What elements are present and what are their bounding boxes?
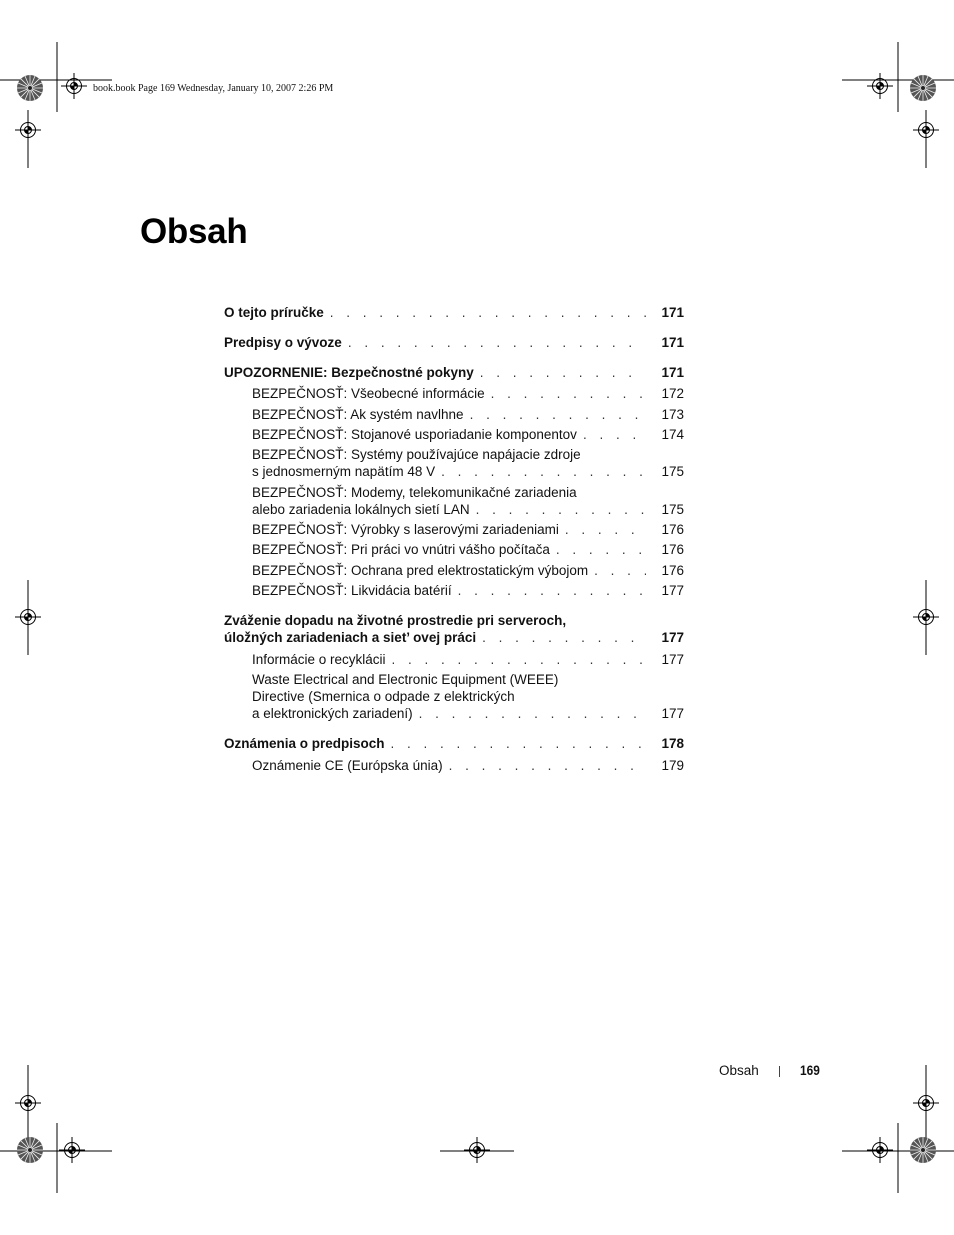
toc-entry[interactable]	[224, 364, 684, 381]
dot-leader	[556, 541, 646, 558]
toc-entry[interactable]	[224, 304, 684, 321]
toc-entry-text: BEZPEČNOSŤ: Výrobky s laserovými zariadeniami	[252, 522, 559, 537]
toc-entry[interactable]	[252, 671, 684, 722]
footer-page-number: 169	[800, 1062, 820, 1078]
registration-mark-icon	[913, 604, 939, 630]
toc-entry-text: BEZPEČNOSŤ: Likvidácia batérií	[252, 583, 452, 598]
toc-page-number: 179	[661, 758, 684, 773]
toc-page-number: 176	[661, 563, 684, 578]
registration-mark-icon	[913, 117, 939, 143]
toc-entry-text: BEZPEČNOSŤ: Ochrana pred elektrostatickým výbojom	[252, 563, 589, 578]
star-target-icon	[910, 75, 936, 101]
toc-page-number: 176	[661, 542, 684, 557]
dot-leader	[491, 385, 646, 402]
toc-page-number: 172	[661, 386, 684, 401]
toc-entry[interactable]	[252, 582, 684, 599]
toc-page-number: 175	[661, 502, 684, 517]
toc-entry[interactable]	[252, 446, 684, 480]
toc-entry-text: BEZPEČNOSŤ: Systémy používajúce napájacie zdroje	[252, 447, 581, 462]
toc-page-number: 177	[661, 652, 684, 667]
toc-entry-text: alebo zariadenia lokálnych sietí LAN	[252, 502, 470, 517]
toc-entry-text: BEZPEČNOSŤ: Pri práci vo vnútri vášho počítača	[252, 542, 550, 557]
dot-leader	[392, 651, 646, 668]
registration-mark-icon	[61, 73, 87, 99]
star-target-icon	[910, 1137, 936, 1163]
toc-entry[interactable]	[252, 651, 684, 668]
toc-page-number: 174	[661, 427, 684, 442]
dot-leader	[458, 582, 646, 599]
toc-entry[interactable]	[252, 757, 684, 774]
toc-entry-text: Waste Electrical and Electronic Equipment (WEEE)	[252, 672, 559, 687]
toc-entry-text: Oznámenie CE (Európska únia)	[252, 758, 443, 773]
toc-entry-text: UPOZORNENIE: Bezpečnostné pokyny	[224, 365, 474, 380]
registration-mark-icon	[15, 1090, 41, 1116]
toc-entry[interactable]	[252, 385, 684, 402]
toc-entry-text: Predpisy o vývoze	[224, 335, 342, 350]
toc-page-number: 177	[661, 630, 684, 645]
toc-page-number: 171	[661, 335, 684, 350]
toc-entry-text: BEZPEČNOSŤ: Ak systém navlhne	[252, 407, 464, 422]
toc-page-number: 173	[661, 407, 684, 422]
toc-entry-text: BEZPEČNOSŤ: Modemy, telekomunikačné zariadenia	[252, 485, 577, 500]
toc-entry[interactable]	[224, 334, 684, 351]
toc-page-number: 177	[661, 583, 684, 598]
dot-leader	[470, 406, 646, 423]
registration-mark-icon	[867, 73, 893, 99]
dot-leader	[594, 562, 646, 579]
dot-leader	[583, 426, 646, 443]
toc-entry-text: úložných zariadeniach a siet’ ovej práci	[224, 630, 477, 645]
dot-leader	[348, 334, 646, 351]
toc-page-number: 171	[661, 305, 684, 320]
registration-mark-icon	[15, 117, 41, 143]
dot-leader	[449, 757, 646, 774]
toc-entry[interactable]	[224, 735, 684, 752]
toc-entry[interactable]	[252, 521, 684, 538]
toc-entry[interactable]	[252, 562, 684, 579]
toc-page-number: 176	[661, 522, 684, 537]
toc-entry-text: BEZPEČNOSŤ: Všeobecné informácie	[252, 386, 485, 401]
toc-entry[interactable]	[252, 484, 684, 518]
toc-entry-text: Directive (Smernica o odpade z elektrických	[252, 689, 515, 704]
page-title: Obsah	[140, 212, 248, 251]
footer-separator	[779, 1066, 780, 1077]
file-slug: book.book Page 169 Wednesday, January 10, 2007 2:26 PM	[93, 83, 334, 94]
footer-section-title: Obsah	[719, 1063, 759, 1078]
toc-entry-text: Oznámenia o predpisoch	[224, 736, 385, 751]
dot-leader	[441, 463, 646, 480]
toc-page-number: 171	[661, 365, 684, 380]
dot-leader	[476, 501, 646, 518]
toc-page-number: 177	[661, 706, 684, 721]
registration-mark-icon	[913, 1090, 939, 1116]
dot-leader	[391, 735, 646, 752]
toc-page-number: 178	[661, 736, 684, 751]
toc-page-number: 175	[661, 464, 684, 479]
dot-leader	[565, 521, 646, 538]
toc-entry[interactable]	[252, 426, 684, 443]
registration-mark-icon	[59, 1137, 85, 1163]
toc-entry-text: Zváženie dopadu na životné prostredie pri serveroch,	[224, 613, 567, 628]
registration-mark-icon	[464, 1137, 490, 1163]
registration-mark-icon	[867, 1137, 893, 1163]
dot-leader	[480, 364, 646, 381]
toc-entry-text: s jednosmerným napätím 48 V	[252, 464, 436, 479]
toc-entry-text: a elektronických zariadení)	[252, 706, 413, 721]
dot-leader	[419, 705, 646, 722]
registration-mark-icon	[15, 604, 41, 630]
star-target-icon	[17, 75, 43, 101]
star-target-icon	[17, 1137, 43, 1163]
toc-entry-text: BEZPEČNOSŤ: Stojanové usporiadanie komponentov	[252, 427, 577, 442]
toc-entry[interactable]	[224, 612, 684, 646]
toc-entry-text: Informácie o recyklácii	[252, 652, 386, 667]
toc-entry-text: O tejto príručke	[224, 305, 324, 320]
dot-leader	[330, 304, 646, 321]
dot-leader	[482, 629, 646, 646]
toc-entry[interactable]	[252, 541, 684, 558]
toc-entry[interactable]	[252, 406, 684, 423]
